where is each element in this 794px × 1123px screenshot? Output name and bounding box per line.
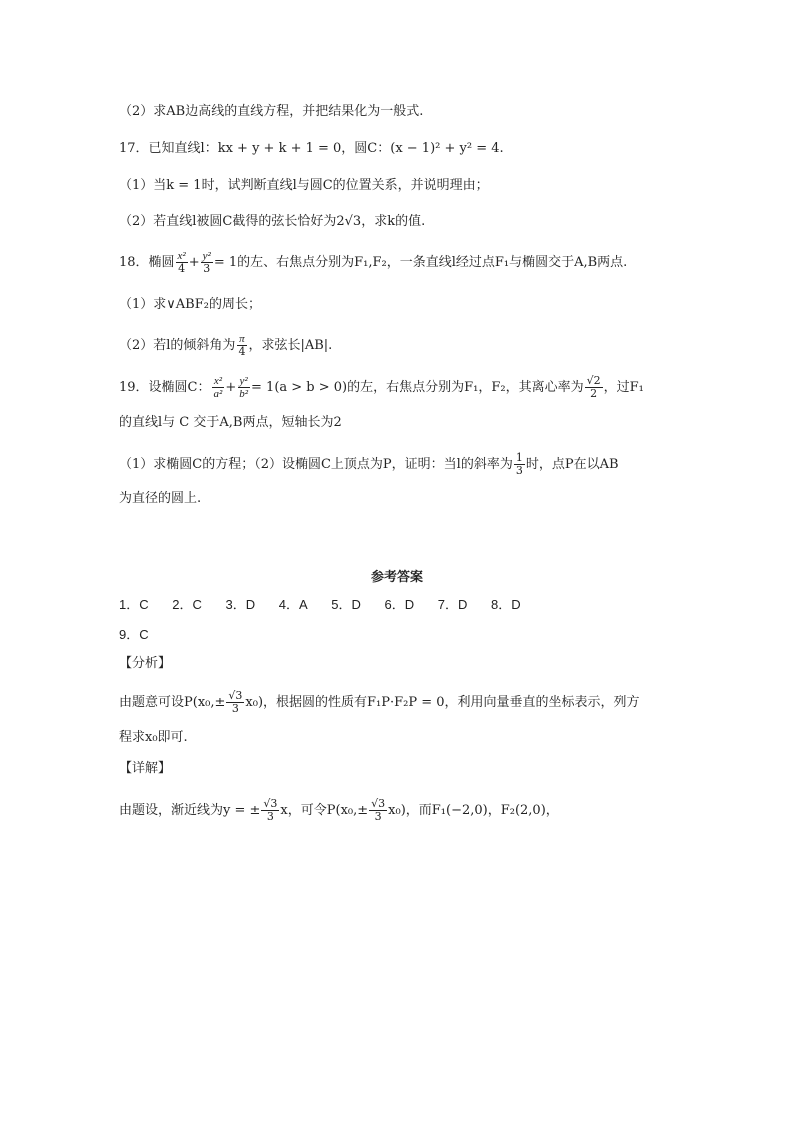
part-2-prefix: （2）若l的倾斜角为 [119,338,236,353]
problem-19-prefix: 19．设椭圆C： [119,380,211,395]
answer-item: 7．D [437,597,468,612]
problem-18-part-2 [119,333,332,358]
line-3-suffix: 时，点P在以AB [525,457,619,472]
line-3-prefix: （1）求椭圆C的方程；（2）设椭圆C上顶点为P，证明：当l的斜率为 [119,457,513,472]
answers-title: 参考答案 [370,570,423,585]
answers-row-1 [119,594,541,613]
analysis-text [119,690,640,715]
detail-text [119,798,559,823]
fraction: $\frac{\text{x²}}{4}$ [177,250,186,275]
problem-19-line-3 [119,452,619,477]
analysis-line-2: 程求x₀即可. [119,730,188,745]
answer-item: 5．D [331,597,361,612]
plus-sign: + [225,380,237,395]
fraction: $\frac{\text{y²}}{\text{b²}}$ [239,375,249,400]
fraction: $\frac{\text{y²}}{3}$ [202,250,211,275]
problem-17-part-1: （1）当k = 1时，试判断直线l与圆C的位置关系，并说明理由； [119,178,489,193]
problem-16-part-2: （2）求AB边高线的直线方程，并把结果化为一般式. [119,104,424,119]
detail-suffix: x₀)，而F₁(−2,0)，F₂(2,0)， [388,803,559,818]
answers-row-2: 9．C [119,627,149,642]
problem-18-stem [119,250,627,275]
problem-17-part-2: （2）若直线l被圆C截得的弦长恰好为2√3，求k的值. [119,214,426,229]
fraction: $\frac{1}{3}$ [515,451,523,477]
problem-19-mid: = 1(a > b > 0)的左，右焦点分别为F₁，F₂，其离心率为 [251,380,584,395]
fraction: $\frac{√2}{2}$ [586,374,601,400]
analysis-suffix: x₀)，根据圆的性质有F₁P·F₂P = 0，利用向量垂直的坐标表示，列方 [245,695,640,710]
problem-18-prefix: 18．椭圆 [119,255,175,270]
fraction: $\frac{√3}{3}$ [228,689,243,715]
answer-item: 2．C [172,597,202,612]
fraction: $\frac{\pi}{4}$ [238,333,246,358]
analysis-prefix: 由题意可设P(x₀,± [119,695,226,710]
part-2-suffix: ，求弦长|AB|. [248,338,333,353]
fraction: $\frac{\text{x²}}{\text{a²}}$ [213,375,223,400]
problem-18-suffix: = 1的左、右焦点分别为F₁,F₂，一条直线l经过点F₁与椭圆交于A,B两点. [213,255,628,270]
problem-19-suffix: ，过F₁ [603,380,644,395]
answer-item: 3．D [225,597,256,612]
problem-19-line-2: 的直线l与 C 交于A,B两点，短轴长为2 [119,415,342,430]
detail-prefix: 由题设，渐近线为y = ± [119,803,261,818]
plus-sign: + [188,255,200,270]
problem-19-line-4: 为直径的圆上. [119,491,202,506]
answer-item: 6．D [384,597,415,612]
problem-19-stem [119,375,644,400]
analysis-heading: 【分析】 [119,656,172,671]
problem-18-part-1: （1）求∨ABF₂的周长； [119,297,261,312]
answer-item: 1．C [119,597,149,612]
answer-item: 8．D [491,597,521,612]
fraction: $\frac{√3}{3}$ [263,797,278,823]
detail-heading: 【详解】 [119,761,172,776]
problem-17-stem: 17．已知直线l：kx + y + k + 1 = 0，圆C：(x − 1)² + y² = 4. [119,141,504,156]
fraction: $\frac{√3}{3}$ [371,797,386,823]
answer-item: 4．A [278,597,308,612]
detail-mid: x，可令P(x₀,± [280,803,369,818]
